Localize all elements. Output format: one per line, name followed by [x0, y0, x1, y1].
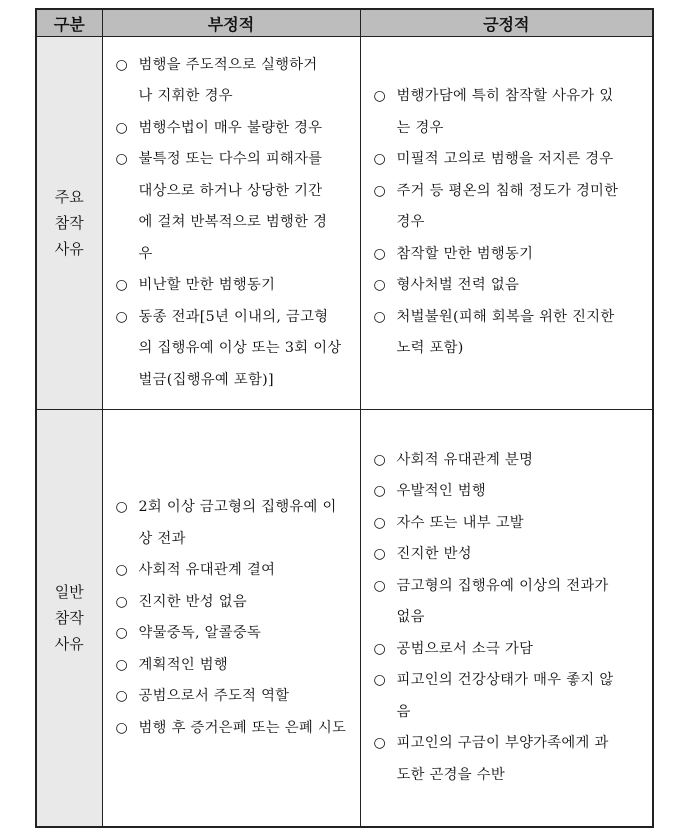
- negative-cell: [102, 37, 360, 410]
- list-item-text: 처벌불원(피해 회복을 위한 진지한: [396, 308, 615, 325]
- circle-bullet-icon: ○: [373, 640, 387, 657]
- circle-bullet-icon: ○: [373, 577, 387, 594]
- list-item: [113, 50, 354, 82]
- circle-bullet-icon: ○: [373, 277, 387, 294]
- list-item-text: 약물중독, 알콜중독: [138, 625, 262, 641]
- list-item-text: 진지한 반성: [396, 546, 472, 563]
- list-item: [113, 270, 354, 302]
- list-item-text: 자수 또는 내부 고발: [396, 514, 524, 531]
- list-item-text: 공범으로서 주도적 역할: [138, 688, 290, 704]
- list-item: [371, 176, 647, 208]
- list-item: [371, 508, 647, 540]
- circle-bullet-icon: ○: [115, 656, 129, 673]
- list-item: [371, 602, 647, 634]
- list-item-text: 진지한 반성 없음: [138, 593, 247, 610]
- list-item: [113, 492, 354, 524]
- list-item-text: 없음: [396, 609, 425, 626]
- list-item-text: 범행 후 증거은폐 또는 은폐 시도: [138, 719, 347, 736]
- circle-bullet-icon: ○: [115, 119, 129, 136]
- circle-bullet-icon: ○: [373, 451, 387, 468]
- list-item-text: 는 경우: [396, 119, 444, 136]
- list-item-text: 범행가담에 특히 참작할 사유가 있: [396, 88, 614, 105]
- circle-bullet-icon: ○: [373, 735, 387, 752]
- category-label-line: 참작: [54, 609, 84, 627]
- list-item-text: 벌금(집행유예 포함)]: [138, 371, 274, 388]
- list-item-text: 피고인의 구금이 부양가족에게 과: [396, 735, 609, 752]
- list-item: [371, 144, 647, 176]
- positive-list: [361, 445, 653, 792]
- circle-bullet-icon: ○: [115, 625, 129, 641]
- list-item: [371, 571, 647, 603]
- list-item-text: 범행을 주도적으로 실행하거: [138, 56, 318, 73]
- list-item-text: 사회적 유대관계 결여: [138, 562, 276, 578]
- header-positive: 긍정적: [360, 9, 653, 37]
- category-label-line: 참작: [54, 214, 84, 232]
- list-item: [113, 81, 354, 113]
- negative-cell: [102, 410, 360, 828]
- list-item: [113, 618, 354, 650]
- list-item-text: 금고형의 집행유예 이상의 전과가: [396, 577, 609, 594]
- circle-bullet-icon: ○: [373, 308, 387, 325]
- list-item: [113, 207, 354, 239]
- list-item: [371, 665, 647, 697]
- list-item-text: 비난할 만한 범행동기: [138, 277, 276, 294]
- list-item-text: 도한 곤경을 수반: [396, 766, 505, 783]
- circle-bullet-icon: ○: [373, 514, 387, 531]
- list-item-text: 2회 이상 금고형의 집행유예 이: [138, 499, 337, 515]
- circle-bullet-icon: ○: [373, 546, 387, 563]
- list-item: [371, 81, 647, 113]
- list-item-text: 우발적인 범행: [396, 483, 487, 500]
- list-item-text: 동종 전과[5년 이내의, 금고형: [138, 308, 329, 325]
- positive-cell: [360, 410, 653, 828]
- list-item: [371, 302, 647, 334]
- list-item: [113, 176, 354, 208]
- circle-bullet-icon: ○: [373, 245, 387, 262]
- list-item-text: 공범으로서 소극 가담: [396, 640, 534, 657]
- list-item: [371, 239, 647, 271]
- list-item-text: 대상으로 하거나 상당한 기간: [138, 182, 323, 199]
- list-item-text: 에 걸쳐 반복적으로 범행한 경: [138, 214, 328, 231]
- list-item: [371, 697, 647, 729]
- list-item: [371, 333, 647, 365]
- list-item: [113, 365, 354, 397]
- negative-list: [103, 50, 360, 397]
- list-item: [371, 539, 647, 571]
- criteria-table: [35, 8, 654, 828]
- positive-list: [361, 81, 653, 365]
- table-row-general-factors: [36, 410, 653, 828]
- table-row-main-factors: [36, 37, 653, 410]
- list-item-text: 상 전과: [138, 530, 186, 547]
- list-item-text: 우: [138, 245, 153, 262]
- list-item: [113, 650, 354, 682]
- list-item: [113, 555, 354, 587]
- list-item: [113, 587, 354, 619]
- negative-list: [103, 492, 360, 744]
- list-item-text: 노력 포함): [396, 340, 464, 357]
- list-item-text: 참작할 만한 범행동기: [396, 245, 534, 262]
- header-negative: 부정적: [102, 9, 360, 37]
- category-cell: [36, 37, 102, 410]
- list-item: [371, 113, 647, 145]
- positive-cell: [360, 37, 653, 410]
- list-item: [371, 207, 647, 239]
- circle-bullet-icon: ○: [373, 151, 387, 168]
- list-item: [371, 445, 647, 477]
- list-item: [113, 144, 354, 176]
- list-item-text: 음: [396, 703, 411, 720]
- list-item: [113, 239, 354, 271]
- circle-bullet-icon: ○: [115, 151, 129, 168]
- circle-bullet-icon: ○: [115, 499, 129, 515]
- list-item-text: 주거 등 평온의 침해 정도가 경미한: [396, 182, 619, 199]
- circle-bullet-icon: ○: [373, 88, 387, 105]
- list-item: [371, 270, 647, 302]
- list-item: [113, 713, 354, 745]
- list-item: [113, 113, 354, 145]
- list-item: [371, 634, 647, 666]
- list-item: [113, 681, 354, 713]
- list-item-text: 미필적 고의로 범행을 저지른 경우: [396, 151, 614, 168]
- list-item-text: 피고인의 건강상태가 매우 좋지 않: [396, 672, 614, 689]
- list-item: [371, 728, 647, 760]
- list-item-text: 사회적 유대관계 분명: [396, 451, 534, 468]
- list-item: [113, 302, 354, 334]
- list-item-text: 경우: [396, 214, 425, 231]
- list-item: [113, 524, 354, 556]
- list-item-text: 나 지휘한 경우: [138, 88, 233, 105]
- list-item: [371, 476, 647, 508]
- circle-bullet-icon: ○: [115, 593, 129, 610]
- circle-bullet-icon: ○: [373, 672, 387, 689]
- table-header-row: [36, 9, 653, 37]
- category-label-line: 사유: [54, 240, 84, 258]
- list-item: [113, 333, 354, 365]
- circle-bullet-icon: ○: [115, 277, 129, 294]
- category-cell: [36, 410, 102, 828]
- circle-bullet-icon: ○: [115, 56, 129, 73]
- circle-bullet-icon: ○: [373, 182, 387, 199]
- category-label-line: 주요: [54, 188, 84, 206]
- circle-bullet-icon: ○: [115, 308, 129, 325]
- circle-bullet-icon: ○: [115, 719, 129, 736]
- circle-bullet-icon: ○: [115, 562, 129, 578]
- list-item: [371, 760, 647, 792]
- header-category: 구분: [36, 9, 102, 37]
- list-item-text: 형사처벌 전력 없음: [396, 277, 520, 294]
- list-item-text: 계획적인 범행: [138, 656, 229, 673]
- list-item-text: 의 집행유예 이상 또는 3회 이상: [138, 340, 342, 357]
- category-label-line: 일반: [54, 583, 84, 601]
- category-label-line: 사유: [54, 635, 84, 653]
- list-item-text: 불특정 또는 다수의 피해자를: [138, 151, 323, 168]
- list-item-text: 범행수법이 매우 불량한 경우: [138, 119, 323, 136]
- circle-bullet-icon: ○: [373, 483, 387, 500]
- circle-bullet-icon: ○: [115, 688, 129, 704]
